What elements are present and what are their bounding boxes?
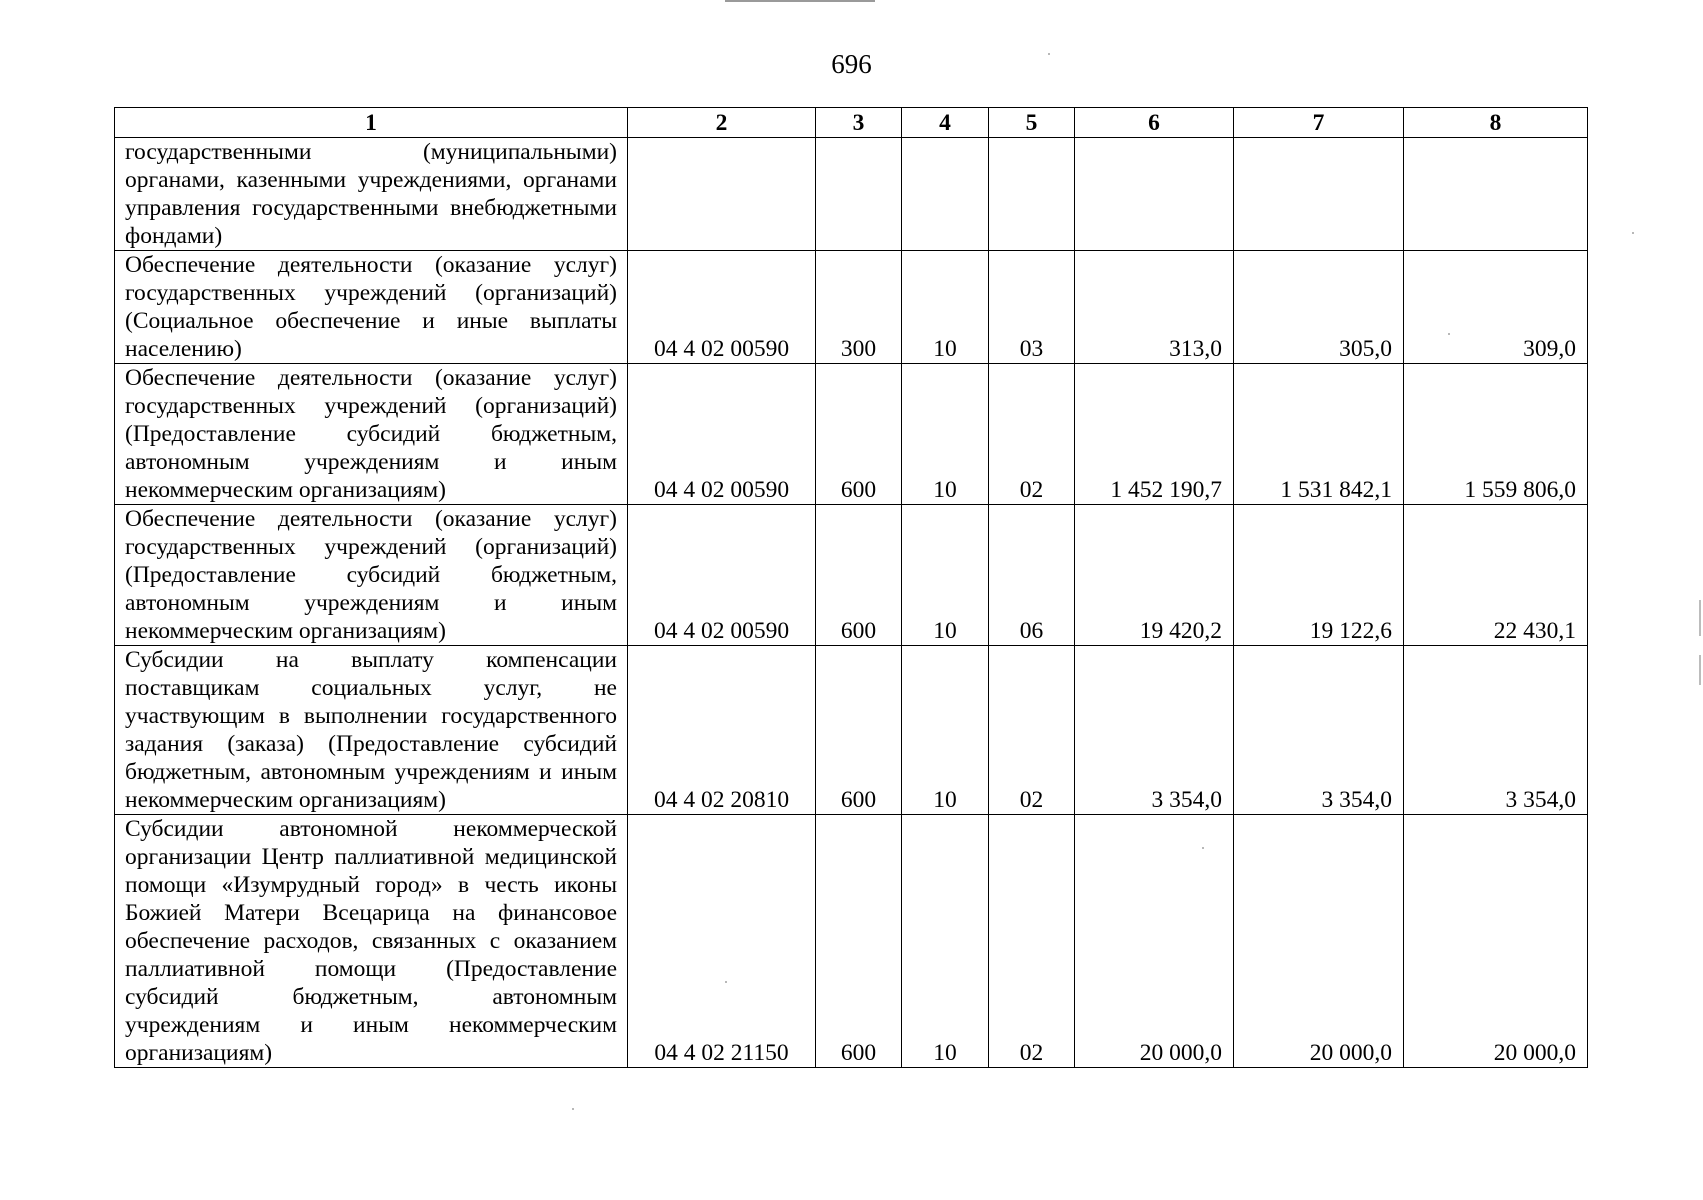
row-amount-col-8: 20 000,0 [1404, 815, 1588, 1068]
row-target-article-code: 04 4 02 00590 [628, 251, 816, 364]
page-number: 696 [831, 49, 872, 79]
row-target-article-code: 04 4 02 20810 [628, 646, 816, 815]
row-target-article-code: 04 4 02 00590 [628, 505, 816, 646]
row-amount-col-6 [1075, 138, 1234, 251]
header-col-3: 3 [816, 108, 902, 138]
row-expense-type: 600 [816, 505, 902, 646]
header-col-2: 2 [628, 108, 816, 138]
scan-speck [1448, 333, 1450, 335]
row-description: Субсидии автономной некоммерческой организации Центр паллиативной медицинской помощи «Изумрудный город» в честь иконы Божией Матери Всецарица на финансовое обеспечение расходов, связанных с оказанием паллиативной помощи (Предоставление субсидий бюджетным, автономным учреждениям и иным некоммерческим организациям) [115, 815, 628, 1068]
table-row [115, 364, 1588, 505]
row-amount-col-7: 19 122,6 [1234, 505, 1404, 646]
scan-speck [1048, 53, 1050, 55]
header-col-6: 6 [1075, 108, 1234, 138]
row-amount-col-7: 20 000,0 [1234, 815, 1404, 1068]
budget-table [114, 107, 1588, 1068]
row-section: 10 [902, 364, 989, 505]
row-section [902, 138, 989, 251]
row-amount-col-6: 313,0 [1075, 251, 1234, 364]
row-amount-col-7 [1234, 138, 1404, 251]
header-col-4: 4 [902, 108, 989, 138]
row-target-article-code: 04 4 02 00590 [628, 364, 816, 505]
row-description: Обеспечение деятельности (оказание услуг) государственных учреждений (организаций) (Социальное обеспечение и иные выплаты населению) [115, 251, 628, 364]
row-description: Субсидии на выплату компенсации поставщикам социальных услуг, не участвующим в выполнении государственного задания (заказа) (Предоставление субсидий бюджетным, автономным учреждениям и иным некоммерческим организациям) [115, 646, 628, 815]
table-row [115, 251, 1588, 364]
row-amount-col-8 [1404, 138, 1588, 251]
row-expense-type [816, 138, 902, 251]
row-amount-col-7: 1 531 842,1 [1234, 364, 1404, 505]
row-section: 10 [902, 505, 989, 646]
row-target-article-code: 04 4 02 21150 [628, 815, 816, 1068]
scan-speck [572, 1108, 574, 1110]
row-amount-col-6: 1 452 190,7 [1075, 364, 1234, 505]
table-row [115, 505, 1588, 646]
row-section: 10 [902, 815, 989, 1068]
row-description: Обеспечение деятельности (оказание услуг) государственных учреждений (организаций) (Предоставление субсидий бюджетным, автономным учреждениям и иным некоммерческим организациям) [115, 505, 628, 646]
header-col-8: 8 [1404, 108, 1588, 138]
row-subsection: 02 [989, 815, 1075, 1068]
row-target-article-code [628, 138, 816, 251]
row-section: 10 [902, 251, 989, 364]
table-row [115, 646, 1588, 815]
table-row [115, 138, 1588, 251]
scan-speck [1202, 847, 1204, 849]
table-row [115, 815, 1588, 1068]
row-amount-col-6: 20 000,0 [1075, 815, 1234, 1068]
row-amount-col-8: 22 430,1 [1404, 505, 1588, 646]
row-description: государственными (муниципальными) органами, казенными учреждениями, органами управления государственными внебюджетными фондами) [115, 138, 628, 251]
row-amount-col-6: 19 420,2 [1075, 505, 1234, 646]
row-amount-col-6: 3 354,0 [1075, 646, 1234, 815]
row-subsection: 03 [989, 251, 1075, 364]
row-amount-col-8: 309,0 [1404, 251, 1588, 364]
row-subsection: 02 [989, 364, 1075, 505]
row-expense-type: 600 [816, 815, 902, 1068]
row-expense-type: 600 [816, 364, 902, 505]
row-amount-col-7: 3 354,0 [1234, 646, 1404, 815]
row-expense-type: 300 [816, 251, 902, 364]
row-subsection [989, 138, 1075, 251]
row-amount-col-8: 1 559 806,0 [1404, 364, 1588, 505]
scan-speck [1632, 232, 1634, 234]
header-col-5: 5 [989, 108, 1075, 138]
row-amount-col-8: 3 354,0 [1404, 646, 1588, 815]
header-col-1: 1 [115, 108, 628, 138]
row-subsection: 06 [989, 505, 1075, 646]
row-section: 10 [902, 646, 989, 815]
scan-top-mark [725, 0, 875, 2]
row-expense-type: 600 [816, 646, 902, 815]
header-row [115, 108, 1588, 138]
scan-edge-mark [1699, 600, 1701, 636]
row-amount-col-7: 305,0 [1234, 251, 1404, 364]
scan-edge-mark [1699, 655, 1701, 685]
scan-speck [725, 981, 727, 983]
header-col-7: 7 [1234, 108, 1404, 138]
row-description: Обеспечение деятельности (оказание услуг) государственных учреждений (организаций) (Предоставление субсидий бюджетным, автономным учреждениям и иным некоммерческим организациям) [115, 364, 628, 505]
row-subsection: 02 [989, 646, 1075, 815]
